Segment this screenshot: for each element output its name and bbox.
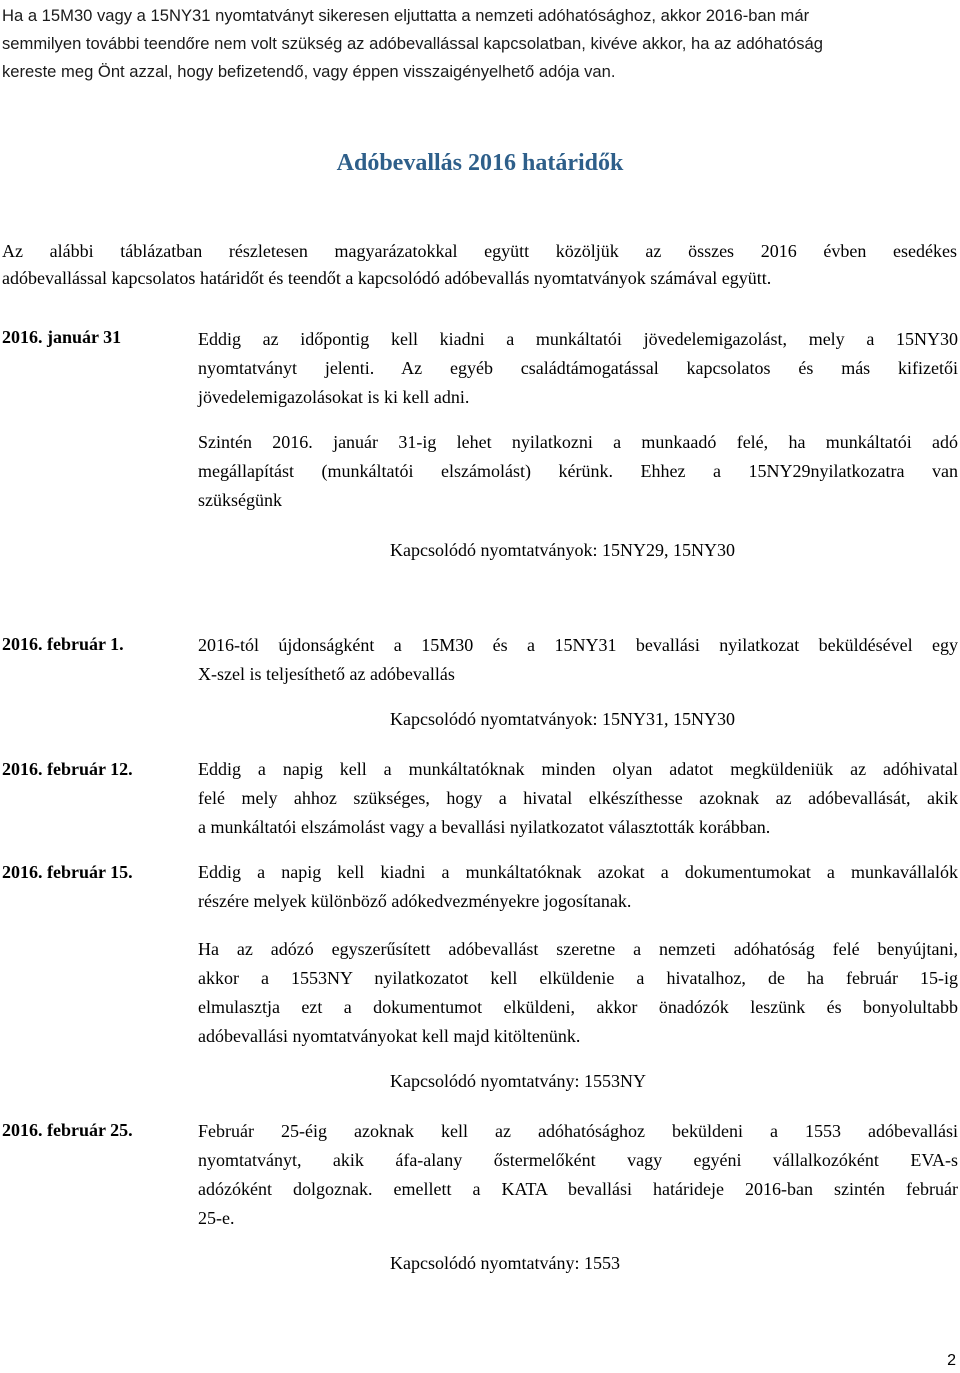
related-forms: Kapcsolódó nyomtatványok: 15NY31, 15NY30 [390,709,735,729]
description-line: adózóként dolgoznak. emellett a KATA bevallási határideje 2016-ban szintén február [198,1179,958,1199]
description-line: nyomtatványt jelenti. Az egyéb családtámogatással kapcsolatos és más kifizetői [198,358,958,378]
deadline-description [198,858,958,916]
deadline-date: 2016. február 12. [2,759,133,779]
description-line: szükségünk [198,490,282,510]
related-forms: Kapcsolódó nyomtatvány: 1553NY [390,1071,646,1091]
related-forms: Kapcsolódó nyomtatványok: 15NY29, 15NY30 [390,540,735,560]
description-line: Február 25-éig azoknak kell az adóhatósághoz beküldeni a 1553 adóbevallási [198,1121,958,1141]
intro-line: semmilyen további teendőre nem volt szükség az adóbevallással kapcsolatban, kivéve akkor, ha az adóhatóság [2,34,823,53]
description-line: X-szel is teljesíthető az adóbevallás [198,664,455,684]
description-line: a munkáltatói elszámolást vagy a bevallási nyilatkozatot választották korábban. [198,817,771,837]
deadline-date: 2016. február 1. [2,634,124,654]
description-line: akkor a 1553NY nyilatkozatot kell elküldenie a hivatalhoz, de ha február 15-ig [198,968,958,988]
description-line: Eddig az időpontig kell kiadni a munkáltatói jövedelemigazolást, mely a 15NY30 [198,329,958,349]
deadline-description [198,325,958,412]
deadline-date: 2016. február 15. [2,862,133,882]
lead-line: adóbevallással kapcsolatos határidőt és teendőt a kapcsolódó adóbevallás nyomtatványok számával együtt. [2,268,772,288]
description-line: Eddig a napig kell a munkáltatóknak minden olyan adatot megküldeniük az adóhivatal [198,759,958,779]
description-line: Szintén 2016. január 31-ig lehet nyilatkozni a munkaadó felé, ha munkáltatói adó [198,432,958,452]
deadline-date: 2016. február 25. [2,1120,133,1140]
deadline-description [198,1117,958,1233]
description-line: 25-e. [198,1208,235,1228]
deadline-description [198,755,958,842]
description-line: jövedelemigazolásokat is ki kell adni. [198,387,470,407]
deadline-date: 2016. január 31 [2,327,122,347]
intro-line: kereste meg Önt azzal, hogy befizetendő, vagy éppen visszaigényelhető adója van. [2,62,616,81]
description-line: megállapítást (munkáltatói elszámolást) kérünk. Ehhez a 15NY29nyilatkozatra van [198,461,958,481]
intro-line: Ha a 15M30 vagy a 15NY31 nyomtatványt sikeresen eljuttatta a nemzeti adóhatósághoz, akkor 2016-ban már [2,6,810,25]
page-number: 2 [947,1352,956,1369]
deadline-description [198,428,958,515]
section-heading: Adóbevallás 2016 határidők [336,150,624,176]
description-line: részére melyek különböző adókedvezményekre jogosítanak. [198,891,632,911]
description-line: Eddig a napig kell kiadni a munkáltatóknak azokat a dokumentumokat a munkavállalók [198,862,958,882]
deadline-description [198,631,958,689]
lead-paragraph [2,238,957,292]
intro-paragraph [2,2,957,86]
description-line: Ha az adózó egyszerűsített adóbevallást szeretne a nemzeti adóhatóság felé benyújtani, [198,939,958,959]
lead-line: Az alábbi táblázatban részletesen magyarázatokkal együtt közöljük az összes 2016 évben esedékes [2,241,957,261]
deadline-description [198,935,958,1051]
description-line: nyomtatványt, akik áfa-alany őstermelőként vagy egyéni vállalkozóként EVA-s [198,1150,958,1170]
related-forms: Kapcsolódó nyomtatvány: 1553 [390,1253,620,1273]
description-line: adóbevallási nyomtatványokat kell majd kitöltenünk. [198,1026,581,1046]
description-line: elmulasztja ezt a dokumentumot elküldeni, akkor önadózók leszünk és bonyolultabb [198,997,958,1017]
description-line: 2016-tól újdonságként a 15M30 és a 15NY31 bevallási nyilatkozat beküldésével egy [198,635,958,655]
description-line: felé mely ahhoz szükséges, hogy a hivatal elkészíthesse azoknak az adóbevallását, akik [198,788,958,808]
